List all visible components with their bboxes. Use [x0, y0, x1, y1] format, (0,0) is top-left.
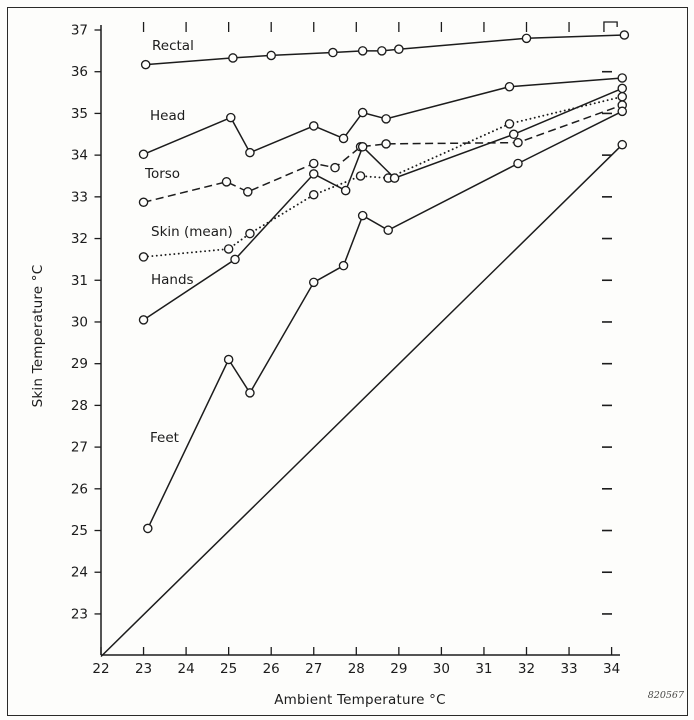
- series-torso-label: Torso: [145, 166, 181, 182]
- x-tick-label: 22: [92, 661, 110, 677]
- data-point-marker: [267, 51, 275, 59]
- data-point-marker: [339, 262, 347, 270]
- data-point-marker: [359, 108, 367, 116]
- y-tick-label: 35: [70, 105, 88, 122]
- data-point-marker: [342, 186, 350, 194]
- y-tick-label: 37: [70, 22, 88, 39]
- data-point-marker: [618, 74, 626, 82]
- ambient-identity-line: [101, 145, 622, 657]
- data-point-marker: [378, 47, 386, 55]
- data-point-marker: [139, 198, 147, 206]
- x-tick-label: 31: [475, 661, 493, 677]
- x-tick-label: 29: [390, 661, 408, 677]
- y-tick-label: 26: [70, 481, 88, 498]
- data-point-marker: [329, 48, 337, 56]
- data-point-marker: [395, 45, 403, 53]
- data-point-marker: [310, 278, 318, 286]
- y-tick-label: 24: [70, 564, 88, 581]
- series-hands-line: [144, 88, 623, 320]
- y-tick-label: 27: [70, 439, 88, 456]
- x-tick-label: 32: [517, 661, 536, 677]
- data-point-marker: [225, 245, 233, 253]
- data-point-marker: [390, 174, 398, 182]
- y-tick-label: 31: [70, 272, 88, 289]
- data-point-marker: [225, 355, 233, 363]
- data-point-marker: [382, 140, 390, 148]
- x-tick-label: 28: [347, 661, 365, 677]
- data-point-marker: [359, 143, 367, 151]
- data-point-marker: [246, 389, 254, 397]
- data-point-marker: [618, 93, 626, 101]
- data-point-marker: [510, 130, 518, 138]
- y-tick-label: 32: [70, 231, 88, 248]
- y-axis-title: Skin Temperature °C: [30, 264, 46, 408]
- data-point-marker: [339, 134, 347, 142]
- series-feet-label: Feet: [150, 430, 179, 446]
- y-tick-label: 28: [70, 397, 88, 414]
- series-feet-line: [148, 111, 622, 528]
- y-tick-label: 23: [70, 606, 88, 623]
- series-rectal-label: Rectal: [152, 38, 194, 54]
- y-tick-label: 36: [70, 64, 88, 81]
- data-point-marker: [229, 54, 237, 62]
- series-head-label: Head: [150, 108, 186, 124]
- x-axis-title: Ambient Temperature °C: [274, 692, 446, 708]
- x-tick-label: 24: [177, 661, 195, 677]
- y-tick-label: 30: [70, 314, 88, 331]
- data-point-marker: [231, 255, 239, 263]
- data-point-marker: [620, 31, 628, 39]
- data-point-marker: [227, 113, 235, 121]
- data-point-marker: [505, 83, 513, 91]
- y-tick-label: 34: [70, 147, 88, 164]
- data-point-marker: [356, 172, 364, 180]
- data-point-marker: [139, 253, 147, 261]
- data-point-marker: [522, 34, 530, 42]
- figure-number: 820567: [647, 690, 684, 701]
- data-point-marker: [514, 139, 522, 147]
- data-point-marker: [505, 120, 513, 128]
- data-point-marker: [310, 122, 318, 130]
- data-point-marker: [618, 141, 626, 149]
- data-point-marker: [618, 107, 626, 115]
- y-tick-label: 33: [70, 189, 88, 206]
- data-point-marker: [310, 159, 318, 167]
- x-tick-label: 34: [603, 661, 621, 677]
- data-point-marker: [618, 84, 626, 92]
- data-point-marker: [139, 150, 147, 158]
- data-point-marker: [384, 226, 392, 234]
- y-tick-label: 29: [70, 356, 88, 373]
- data-point-marker: [310, 191, 318, 199]
- data-point-marker: [310, 170, 318, 178]
- data-point-marker: [359, 212, 367, 220]
- x-tick-label: 26: [262, 661, 280, 677]
- x-tick-label: 23: [134, 661, 153, 677]
- data-point-marker: [246, 229, 254, 237]
- y-tick-label: 25: [70, 523, 88, 540]
- x-tick-label: 27: [305, 661, 323, 677]
- data-point-marker: [142, 61, 150, 69]
- data-point-marker: [382, 115, 390, 123]
- data-point-marker: [144, 524, 152, 532]
- data-point-marker: [222, 178, 230, 186]
- data-point-marker: [359, 47, 367, 55]
- x-tick-label: 33: [560, 661, 578, 677]
- x-tick-label: 30: [432, 661, 450, 677]
- data-point-marker: [331, 164, 339, 172]
- data-point-marker: [139, 316, 147, 324]
- x-tick-label: 25: [220, 661, 238, 677]
- series-hands-label: Hands: [151, 272, 194, 288]
- top-bracket-tick: [604, 22, 617, 32]
- series-skin-mean-label: Skin (mean): [151, 224, 233, 240]
- data-point-marker: [246, 149, 254, 157]
- data-point-marker: [514, 159, 522, 167]
- data-point-marker: [244, 188, 252, 196]
